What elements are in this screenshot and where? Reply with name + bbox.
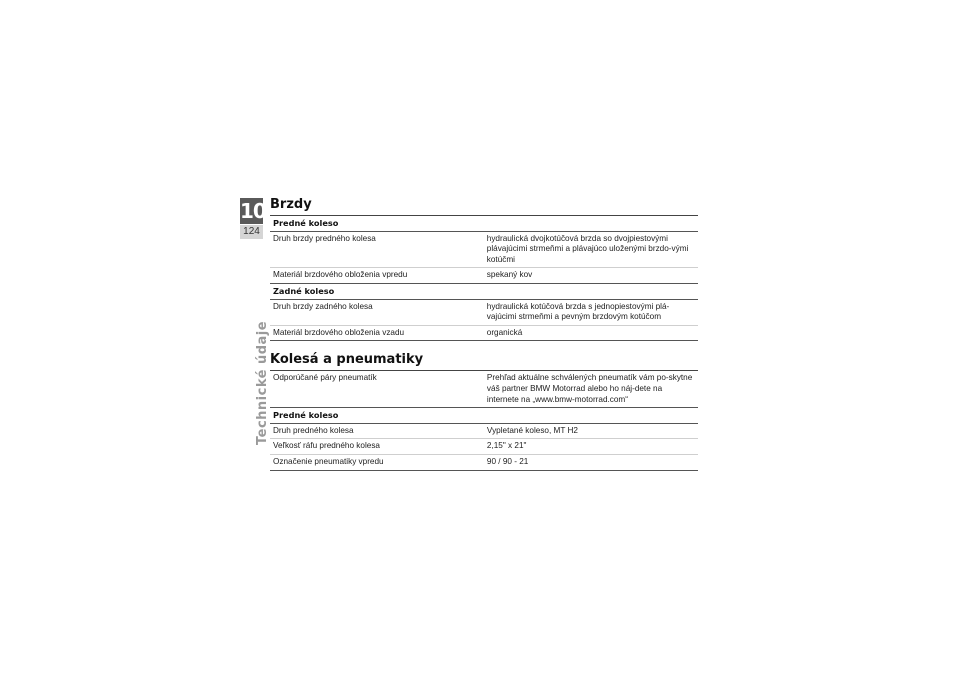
row-value: hydraulická kotúčová brzda s jednopiestovými plá-vajúcimi strmeňmi a pevným brzdovým kotúčom — [482, 299, 698, 325]
section-heading-wheels: Kolesá a pneumatiky — [270, 352, 424, 368]
table-row — [270, 439, 698, 455]
row-value: organická — [482, 325, 698, 341]
row-label: Označenie pneumatiky vpredu — [270, 454, 482, 470]
row-label: Materiál brzdového obloženia vpredu — [270, 268, 482, 284]
group-header — [270, 408, 698, 424]
row-label: Druh brzdy predného kolesa — [270, 231, 482, 268]
row-value: hydraulická dvojkotúčová brzda so dvojpiestovými plávajúcimi strmeňmi a plávajúco uloženými brzdo-vými kotúčmi — [482, 231, 698, 268]
table-row — [270, 299, 698, 325]
row-value: spekaný kov — [482, 268, 698, 284]
row-label: Druh brzdy zadného kolesa — [270, 299, 482, 325]
row-value: Vypletané koleso, MT H2 — [482, 423, 698, 439]
group-title-rear: Zadné koleso — [270, 283, 698, 299]
table-row — [270, 423, 698, 439]
table-row — [270, 231, 698, 268]
wheels-table — [270, 370, 698, 470]
chapter-title: Technické údaje — [255, 320, 270, 445]
page-content — [270, 196, 698, 471]
row-value: 90 / 90 - 21 — [482, 454, 698, 470]
group-title-front-wheel: Predné koleso — [270, 408, 698, 424]
row-label: Druh predného kolesa — [270, 423, 482, 439]
row-value: Prehľad aktuálne schválených pneumatík vám po-skytne váš partner BMW Motorrad alebo ho náj-dete na internete na „www.bmw-motorrad.com“ — [482, 371, 698, 408]
chapter-title-vertical — [255, 320, 270, 445]
table-row — [270, 371, 698, 408]
table-row — [270, 268, 698, 284]
group-header — [270, 216, 698, 232]
brakes-table — [270, 215, 698, 341]
row-label: Veľkosť ráfu predného kolesa — [270, 439, 482, 455]
chapter-tab — [240, 198, 266, 239]
row-label: Materiál brzdového obloženia vzadu — [270, 325, 482, 341]
group-header — [270, 283, 698, 299]
table-row — [270, 454, 698, 470]
group-title-front: Predné koleso — [270, 216, 698, 232]
section-heading-brakes: Brzdy — [270, 197, 312, 212]
row-value: 2,15" x 21" — [482, 439, 698, 455]
row-label: Odporúčané páry pneumatík — [270, 371, 482, 408]
table-row — [270, 325, 698, 341]
page-number: 124 — [240, 225, 263, 239]
chapter-number: 10 — [240, 199, 266, 223]
